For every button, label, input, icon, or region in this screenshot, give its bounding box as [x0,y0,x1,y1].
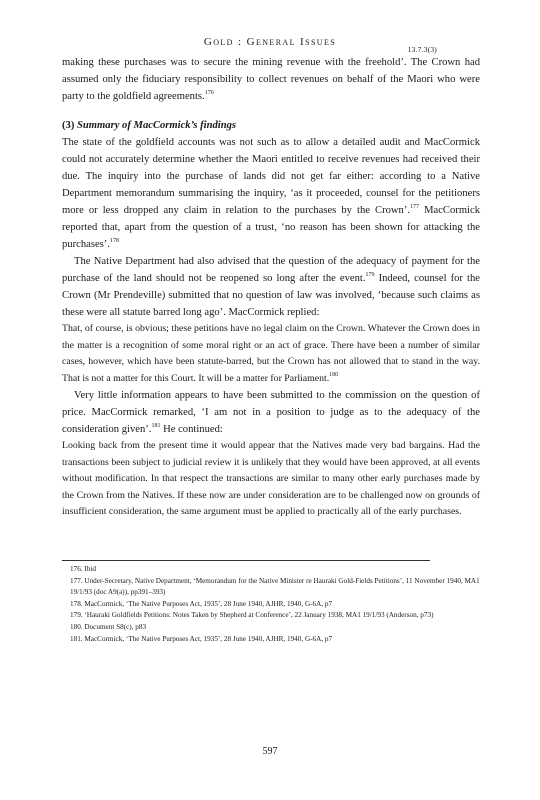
footnote-ref-177[interactable]: 177 [410,204,420,210]
footnote-divider [62,560,430,561]
footnote-ref-181[interactable]: 181 [151,423,161,429]
block-quote-1: That, of course, is obvious; these petitions have no legal claim on the Crown. Whatever the Crown does in the matter is a recognition of some moral right or an act of grace. There have been a number of similar cases, however, which have been statute-barred, but the Crown has not allowed that to stand in the way. That is not a matter for this Court. It will be a matter for Parliament.$^{180}$ [62,323,480,384]
section-heading [62,117,480,134]
page-number: 597 [262,746,278,757]
paragraph-1: making these purchases was to secure the mining revenue with the freehold’. The Crown had assumed only the fiduciary responsibility to collect revenues on behalf of the Maori who were party to the goldfield agreements.$^{176}$ [62,57,480,102]
paragraph-4: Very little information appears to have been submitted to the commission on the question of price. MacCormick remarked, ‘I am not in a position to judge as to the adequacy of the consideration given’.$^{181}$ He continued: [62,390,480,435]
paragraph-3: The Native Department had also advised that the question of the adequacy of payment for the purchase of the land should not be reopened so long after the event.$^{179}$ Indeed, counsel for the Crown (Mr Prendeville) submitted that no question of law was involved, ‘because such claims as these were all statute barred long ago’. MacCormick replied: [62,256,480,318]
footnote-179: 179. ‘Hauraki Goldfields Petitions: Notes Taken by Shepherd at Conference’, 22 January 1938, MA1 19/1/93 (Anderson, p73) [70,611,434,620]
footnote-181: 181. MacCormick, ‘The Native Purposes Act, 1935’, 28 June 1940, AJHR, 1940, G-6A, p7 [70,634,333,643]
footnote-177: 177. Under-Secretary, Native Department, ‘Memorandum for the Native Minister re Hauraki Gold-Fields Petitions’, 11 November 1940, MA1 19/1/93 (doc A9(a)), pp391–393) [70,576,480,597]
footnote-ref-178[interactable]: 178 [109,238,119,244]
running-head: Gold : General Issues [203,36,337,48]
section-heading-number: (3) [62,120,75,131]
body-text [62,54,480,521]
section-number: 13.7.3(3) [407,45,437,54]
footnote-176: 176. Ibid [70,565,96,573]
footnote-ref-180[interactable]: 180 [329,371,339,378]
block-quote-2: Looking back from the present time it would appear that the Natives made very bad bargains. Had the transactions been subject to judicial review it is unlikely that they would have been approved, at all events without modification. In that respect the transactions are similar to many other early purchases made by the Crown from the Natives. If these now are under consideration are to be challenged now on grounds of insufficient consideration, the same argument must be applied to practically all of the early purchases. [62,440,480,517]
footnote-180: 180. Document S8(c), p83 [70,622,147,631]
footnotes [62,564,480,645]
footnote-178: 178. MacCormick, ‘The Native Purposes Act, 1935’, 28 June 1940, AJHR, 1940, G-6A, p7 [70,599,333,608]
section-heading-text: Summary of MacCormick’s findings [77,120,237,131]
paragraph-2: The state of the goldfield accounts was not such as to allow a detailed audit and MacCormick could not accurately determine whether the Maori entitled to receive revenues had received their due. The inquiry into the purchase of lands did not get far either: according to a Native Department memorandum summarising the inquiry, ‘as it proceeded, counsel for the petitioners more or less dropped any claim in relation to the purchases by the Crown’.$^{177}$ MacCormick reported that, apart from the question of a trust, ‘no reason has been shown for attacking the purchases’.$^{178}$ [62,137,480,250]
footnote-ref-179[interactable]: 179 [365,272,375,278]
footnote-ref-176[interactable]: 176 [204,90,214,96]
